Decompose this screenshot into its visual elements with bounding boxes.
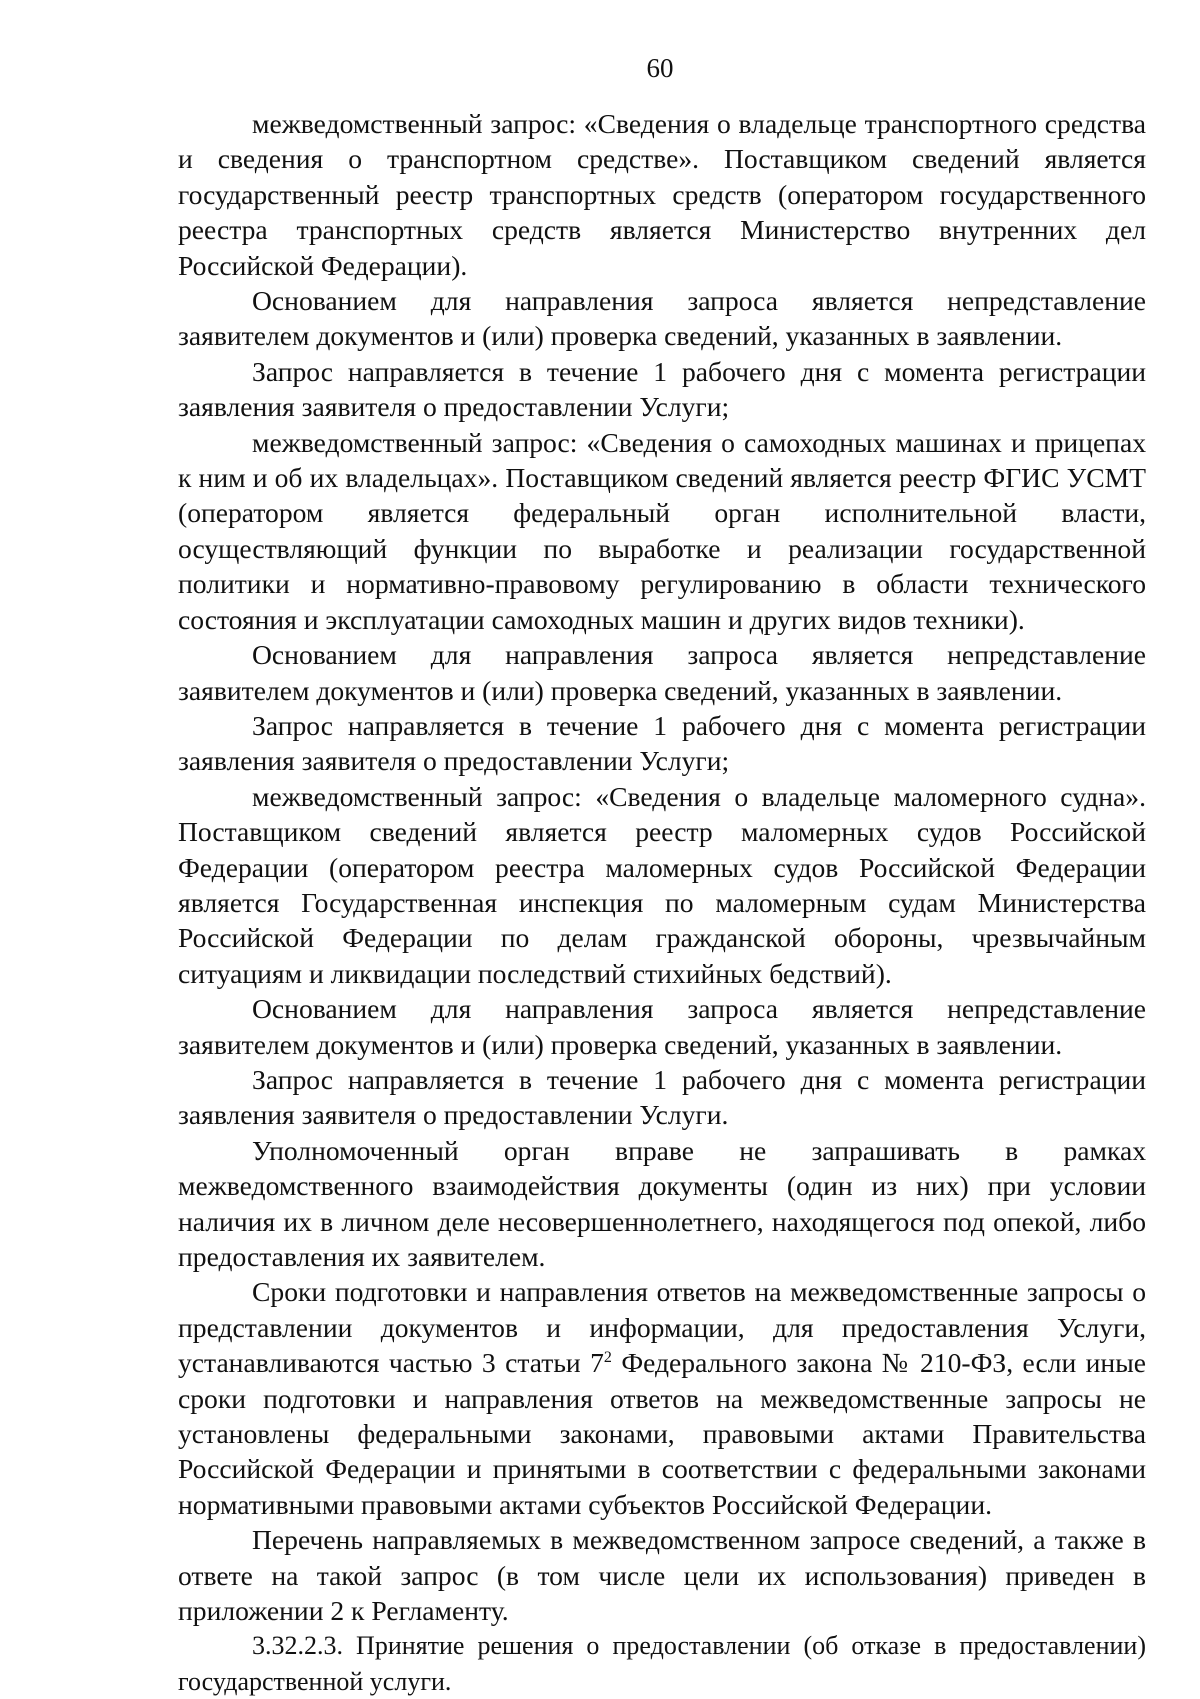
paragraph-request-basis: Основанием для направления запроса является непредставление заявителем документов и (или) проверка сведений, указанных в заявлении. — [178, 993, 1146, 1060]
paragraph-request-timing: Запрос направляется в течение 1 рабочего дня с момента регистрации заявления заявителя о предоставлении Услуги. — [178, 1063, 1146, 1131]
paragraph-request-basis: Основанием для направления запроса является непредставление заявителем документов и (или) проверка сведений, указанных в заявлении. — [178, 639, 1146, 706]
paragraph-request-self-propelled-machines: межведомственный запрос: «Сведения о самоходных машинах и прицепах к ним и об их владельцах». Поставщиком сведений является реестр ФГИС УСМТ (оператором является федеральный орган исполнительной власти, осуществляющий функции по выработке и реализации государственной политики и нормативно-правовому регулированию в области технического состояния и эксплуатации самоходных машин и других видов техники). — [178, 426, 1146, 635]
article-superscript: 2 — [603, 1349, 612, 1367]
document-body — [178, 106, 1146, 1699]
response-deadlines-text-continued: Федерального закона № 210-ФЗ, если иные сроки подготовки и направления ответов на межведомственные запросы не установлены федеральными законами, правовыми актами Правительства Российской Федерации и принятыми в соответствии с федеральными законами нормативными правовыми актами субъектов Российской Федерации. — [178, 1347, 1146, 1520]
paragraph-request-small-vessel-owner: межведомственный запрос: «Сведения о владельце маломерного судна». Поставщиком сведений является реестр маломерных судов Российской Федерации (оператором реестра маломерных судов Российской Федерации является Государственная инспекция по маломерным судам Министерства Российской Федерации по делам гражданской обороны, чрезвычайным ситуациям и ликвидации последствий стихийных бедствий). — [178, 780, 1146, 989]
page-number: 60 — [646, 53, 674, 83]
paragraph-information-list: Перечень направляемых в межведомственном запросе сведений, а также в ответе на такой запрос (в том числе цели их использования) приведен в приложении 2 к Регламенту. — [178, 1524, 1146, 1627]
paragraph-request-timing: Запрос направляется в течение 1 рабочего дня с момента регистрации заявления заявителя о предоставлении Услуги; — [178, 355, 1146, 423]
paragraph-request-vehicle-owner: межведомственный запрос: «Сведения о владельце транспортного средства и сведения о транспортном средстве». Поставщиком сведений является государственный реестр транспортных средств (оператором государственного реестра транспортных средств является Министерство внутренних дел Российской Федерации). — [178, 108, 1146, 281]
paragraph-request-basis: Основанием для направления запроса является непредставление заявителем документов и (или) проверка сведений, указанных в заявлении. — [178, 285, 1146, 352]
paragraph-request-timing: Запрос направляется в течение 1 рабочего дня с момента регистрации заявления заявителя о предоставлении Услуги; — [178, 709, 1146, 777]
response-deadlines-text: Сроки подготовки и направления ответов на межведомственные запросы о представлении документов и информации, для предоставления Услуги, устанавливаются частью 3 статьи 7 — [178, 1276, 1146, 1379]
paragraph-response-deadlines — [178, 1274, 1146, 1522]
paragraph-authorized-body: Уполномоченный орган вправе не запрашивать в рамках межведомственного взаимодействия документы (один из них) при условии наличия их в личном деле несовершеннолетнего, находящегося под опекой, либо предоставления их заявителем. — [178, 1134, 1146, 1272]
section-heading-decision: 3.32.2.3. Принятие решения о предоставлении (об отказе в предоставлении) государственной услуги. — [178, 1631, 1146, 1696]
